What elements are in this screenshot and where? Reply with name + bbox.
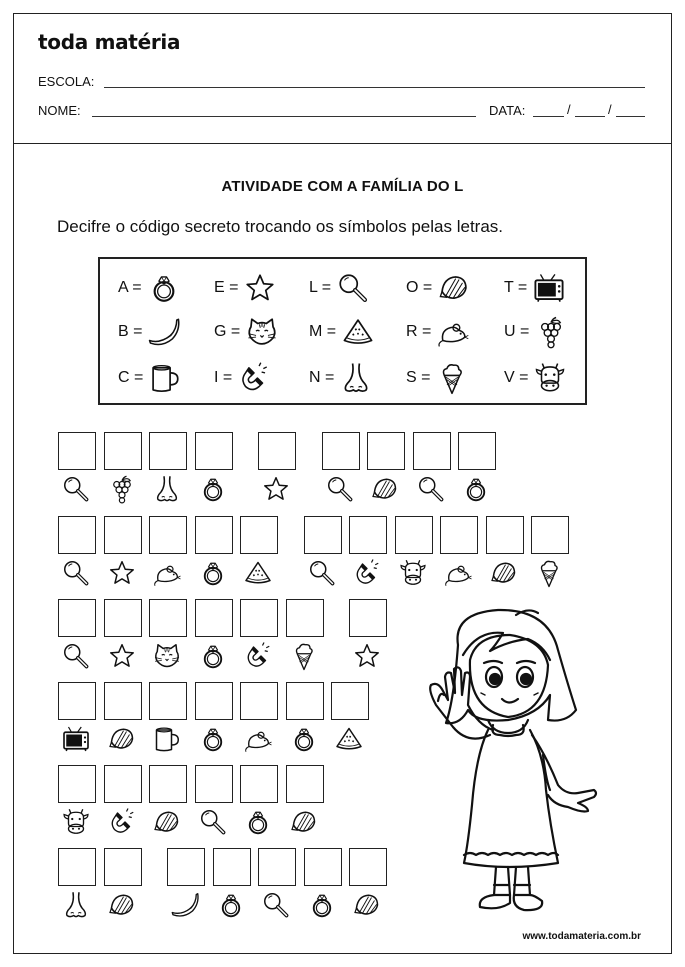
answer-box[interactable] <box>149 599 187 637</box>
ring-icon <box>461 474 491 504</box>
answer-box[interactable] <box>104 765 142 803</box>
answer-box[interactable] <box>149 765 187 803</box>
shell-icon <box>489 558 519 588</box>
answer-box[interactable] <box>240 765 278 803</box>
brand-logo: toda matéria <box>38 30 181 54</box>
answer-box[interactable] <box>195 765 233 803</box>
legend-letter: V = <box>504 369 529 386</box>
legend-letter: O = <box>406 279 433 296</box>
answer-box[interactable] <box>286 599 324 637</box>
answer-box[interactable] <box>286 765 324 803</box>
answer-box[interactable] <box>58 682 96 720</box>
nose-icon <box>61 890 91 920</box>
answer-box[interactable] <box>395 516 433 554</box>
star-icon <box>107 558 137 588</box>
answer-box[interactable] <box>104 848 142 886</box>
magnet-icon <box>237 361 271 395</box>
answer-box[interactable] <box>304 848 342 886</box>
answer-box[interactable] <box>104 516 142 554</box>
legend-item <box>504 315 568 349</box>
answer-box[interactable] <box>240 682 278 720</box>
ring-icon <box>289 724 319 754</box>
code-legend <box>98 257 587 405</box>
school-field[interactable] <box>104 87 645 88</box>
legend-item <box>406 271 471 305</box>
shell-icon <box>107 890 137 920</box>
shell-icon <box>107 724 137 754</box>
answer-box[interactable] <box>440 516 478 554</box>
legend-letter: L = <box>309 279 332 296</box>
star-icon <box>107 641 137 671</box>
shell-icon <box>437 271 471 305</box>
legend-item <box>309 271 370 305</box>
date-day-field[interactable] <box>533 116 564 117</box>
cat-icon <box>245 315 279 349</box>
legend-item <box>406 315 470 349</box>
shell-icon <box>352 890 382 920</box>
magnifier-icon <box>261 890 291 920</box>
answer-box[interactable] <box>58 848 96 886</box>
date-year-field[interactable] <box>616 116 645 117</box>
header-divider <box>13 143 672 144</box>
cow-icon <box>61 807 91 837</box>
tv-icon <box>61 724 91 754</box>
magnifier-icon <box>198 807 228 837</box>
answer-box[interactable] <box>213 848 251 886</box>
magnifier-icon <box>61 558 91 588</box>
magnifier-icon <box>336 271 370 305</box>
answer-box[interactable] <box>195 432 233 470</box>
answer-box[interactable] <box>413 432 451 470</box>
answer-box[interactable] <box>240 516 278 554</box>
legend-letter: E = <box>214 279 239 296</box>
legend-item <box>309 361 373 395</box>
answer-box[interactable] <box>58 599 96 637</box>
legend-item <box>504 361 567 395</box>
name-field[interactable] <box>92 116 476 117</box>
legend-item <box>118 271 181 305</box>
ring-icon <box>198 558 228 588</box>
mouse-icon <box>436 315 470 349</box>
legend-letter: A = <box>118 279 142 296</box>
answer-box[interactable] <box>104 432 142 470</box>
star-icon <box>243 271 277 305</box>
girl-illustration <box>398 605 603 915</box>
answer-box[interactable] <box>349 599 387 637</box>
legend-letter: G = <box>214 323 241 340</box>
legend-letter: R = <box>406 323 432 340</box>
tv-icon <box>532 271 566 305</box>
footer-url: www.todamateria.com.br <box>522 931 641 942</box>
banana-icon <box>147 315 181 349</box>
magnifier-icon <box>61 641 91 671</box>
date-month-field[interactable] <box>575 116 605 117</box>
star-icon <box>261 474 291 504</box>
answer-box[interactable] <box>195 599 233 637</box>
answer-box[interactable] <box>304 516 342 554</box>
cow-icon <box>533 361 567 395</box>
legend-item <box>214 271 277 305</box>
mug-icon <box>148 361 182 395</box>
cat-icon <box>152 641 182 671</box>
legend-letter: T = <box>504 279 528 296</box>
watermelon-icon <box>341 315 375 349</box>
magnet-icon <box>107 807 137 837</box>
ring-icon <box>216 890 246 920</box>
mug-icon <box>152 724 182 754</box>
answer-box[interactable] <box>104 682 142 720</box>
legend-letter: C = <box>118 369 144 386</box>
answer-box[interactable] <box>349 848 387 886</box>
ring-icon <box>147 271 181 305</box>
answer-box[interactable] <box>195 682 233 720</box>
activity-title: ATIVIDADE COM A FAMÍLIA DO L <box>221 178 464 195</box>
mouse-icon <box>243 724 273 754</box>
banana-icon <box>170 890 200 920</box>
school-label: ESCOLA: <box>38 74 95 89</box>
magnifier-icon <box>416 474 446 504</box>
legend-letter: B = <box>118 323 143 340</box>
legend-letter: N = <box>309 369 335 386</box>
magnifier-icon <box>61 474 91 504</box>
answer-box[interactable] <box>486 516 524 554</box>
nose-icon <box>152 474 182 504</box>
name-label: NOME: <box>38 103 81 118</box>
ring-icon <box>198 474 228 504</box>
answer-box[interactable] <box>167 848 205 886</box>
answer-box[interactable] <box>258 432 296 470</box>
icecream-icon <box>435 361 469 395</box>
answer-box[interactable] <box>531 516 569 554</box>
legend-letter: S = <box>406 369 431 386</box>
watermelon-icon <box>334 724 364 754</box>
answer-box[interactable] <box>149 432 187 470</box>
answer-box[interactable] <box>367 432 405 470</box>
magnifier-icon <box>325 474 355 504</box>
nose-icon <box>339 361 373 395</box>
star-icon <box>352 641 382 671</box>
legend-item <box>309 315 375 349</box>
legend-item <box>504 271 566 305</box>
answer-box[interactable] <box>58 765 96 803</box>
cow-icon <box>398 558 428 588</box>
icecream-icon <box>534 558 564 588</box>
legend-item <box>118 361 182 395</box>
answer-box[interactable] <box>195 516 233 554</box>
grapes-icon <box>107 474 137 504</box>
magnet-icon <box>352 558 382 588</box>
magnet-icon <box>243 641 273 671</box>
legend-letter: I = <box>214 369 233 386</box>
shell-icon <box>289 807 319 837</box>
answer-box[interactable] <box>258 848 296 886</box>
ring-icon <box>243 807 273 837</box>
legend-item <box>118 315 181 349</box>
answer-box[interactable] <box>104 599 142 637</box>
instruction-text: Decifre o código secreto trocando os símbolos pelas letras. <box>57 217 504 236</box>
answer-box[interactable] <box>322 432 360 470</box>
answer-box[interactable] <box>458 432 496 470</box>
shell-icon <box>152 807 182 837</box>
answer-box[interactable] <box>149 682 187 720</box>
grapes-icon <box>534 315 568 349</box>
magnifier-icon <box>307 558 337 588</box>
answer-box[interactable] <box>240 599 278 637</box>
ring-icon <box>198 641 228 671</box>
date-separator: / <box>567 102 571 117</box>
mouse-icon <box>443 558 473 588</box>
legend-letter: U = <box>504 323 530 340</box>
answer-box[interactable] <box>58 516 96 554</box>
mouse-icon <box>152 558 182 588</box>
legend-item <box>214 315 279 349</box>
legend-item <box>406 361 469 395</box>
answer-box[interactable] <box>331 682 369 720</box>
watermelon-icon <box>243 558 273 588</box>
icecream-icon <box>289 641 319 671</box>
legend-item <box>214 361 271 395</box>
ring-icon <box>307 890 337 920</box>
ring-icon <box>198 724 228 754</box>
answer-box[interactable] <box>149 516 187 554</box>
date-label: DATA: <box>489 103 526 118</box>
date-separator: / <box>608 102 612 117</box>
answer-box[interactable] <box>58 432 96 470</box>
shell-icon <box>370 474 400 504</box>
legend-letter: M = <box>309 323 337 340</box>
answer-box[interactable] <box>286 682 324 720</box>
answer-box[interactable] <box>349 516 387 554</box>
